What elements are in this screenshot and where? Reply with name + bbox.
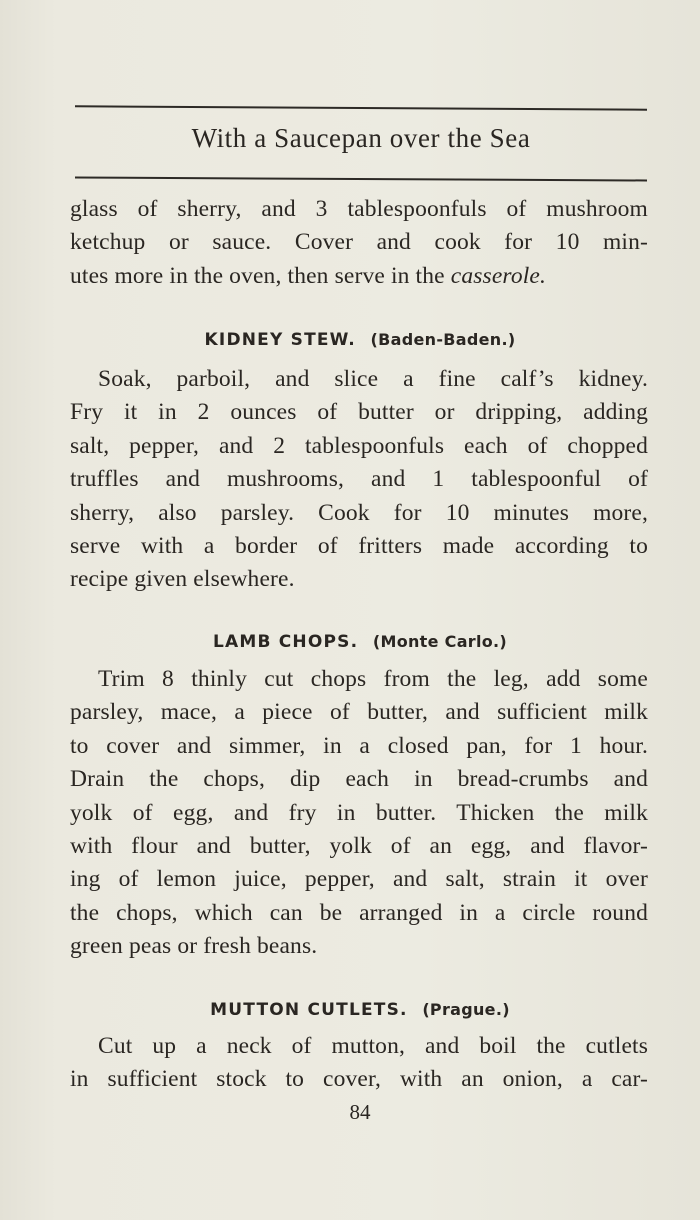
text-line: to cover and simmer, in a closed pan, for 1 hour. bbox=[70, 732, 648, 759]
text-line: Cut up a neck of mutton, and boil the cutlets bbox=[98, 1033, 648, 1059]
header-rule-bottom bbox=[75, 177, 647, 182]
recipe-place: (Prague.) bbox=[422, 1000, 510, 1019]
text-line: truffles and mushrooms, and 1 tablespoonful of bbox=[70, 466, 648, 493]
recipe-heading-lamb-chops bbox=[70, 632, 650, 652]
text-line: Drain the chops, dip each in bread-crumbs and bbox=[70, 766, 648, 793]
recipe-place: (Baden-Baden.) bbox=[370, 330, 516, 349]
text-line: in sufficient stock to cover, with an onion, a car- bbox=[70, 1066, 648, 1093]
recipe-title: KIDNEY STEW. bbox=[204, 330, 356, 350]
text-line: Trim 8 thinly cut chops from the leg, add some bbox=[98, 666, 648, 692]
text-line: yolk of egg, and fry in butter. Thicken the milk bbox=[70, 799, 648, 826]
recipe-place: (Monte Carlo.) bbox=[372, 632, 508, 651]
italic-word: casserole. bbox=[450, 262, 547, 289]
continuation-paragraph bbox=[70, 193, 648, 293]
text-line: salt, pepper, and 2 tablespoonfuls each of chopped bbox=[70, 432, 648, 459]
text-line: the chops, which can be arranged in a circle round bbox=[70, 899, 648, 926]
recipe-body-kidney-stew bbox=[70, 363, 648, 597]
recipe-heading-mutton-cutlets bbox=[70, 1000, 650, 1020]
recipe-heading-kidney-stew bbox=[70, 330, 650, 350]
text-line: green peas or fresh beans. bbox=[70, 933, 318, 960]
recipe-body-mutton-cutlets bbox=[70, 1030, 648, 1097]
text-line: ing of lemon juice, pepper, and salt, strain it over bbox=[70, 866, 648, 893]
running-head: With a Saucepan over the Sea bbox=[191, 123, 531, 153]
text-line: parsley, mace, a piece of butter, and sufficient milk bbox=[70, 699, 648, 726]
recipe-title: LAMB CHOPS. bbox=[212, 632, 359, 652]
text-line-start: utes more in the oven, then serve in the bbox=[70, 262, 451, 289]
text-line: sherry, also parsley. Cook for 10 minutes more, bbox=[70, 499, 648, 526]
text-line bbox=[70, 260, 648, 293]
text-line: ketchup or sauce. Cover and cook for 10 min- bbox=[70, 229, 648, 256]
page-number: 84 bbox=[349, 1100, 371, 1124]
recipe-title: MUTTON CUTLETS. bbox=[210, 1000, 408, 1020]
text-line: recipe given elsewhere. bbox=[70, 566, 295, 593]
text-line: glass of sherry, and 3 tablespoonfuls of mushroom bbox=[70, 196, 648, 222]
text-line: Soak, parboil, and slice a fine calf’s kidney. bbox=[98, 366, 648, 392]
text-line: with flour and butter, yolk of an egg, and flavor- bbox=[70, 833, 648, 860]
recipe-body-lamb-chops bbox=[70, 663, 648, 964]
text-line: serve with a border of fritters made according to bbox=[70, 533, 648, 560]
header-rule-top bbox=[75, 105, 647, 110]
text-line: Fry it in 2 ounces of butter or dripping, adding bbox=[70, 399, 648, 426]
